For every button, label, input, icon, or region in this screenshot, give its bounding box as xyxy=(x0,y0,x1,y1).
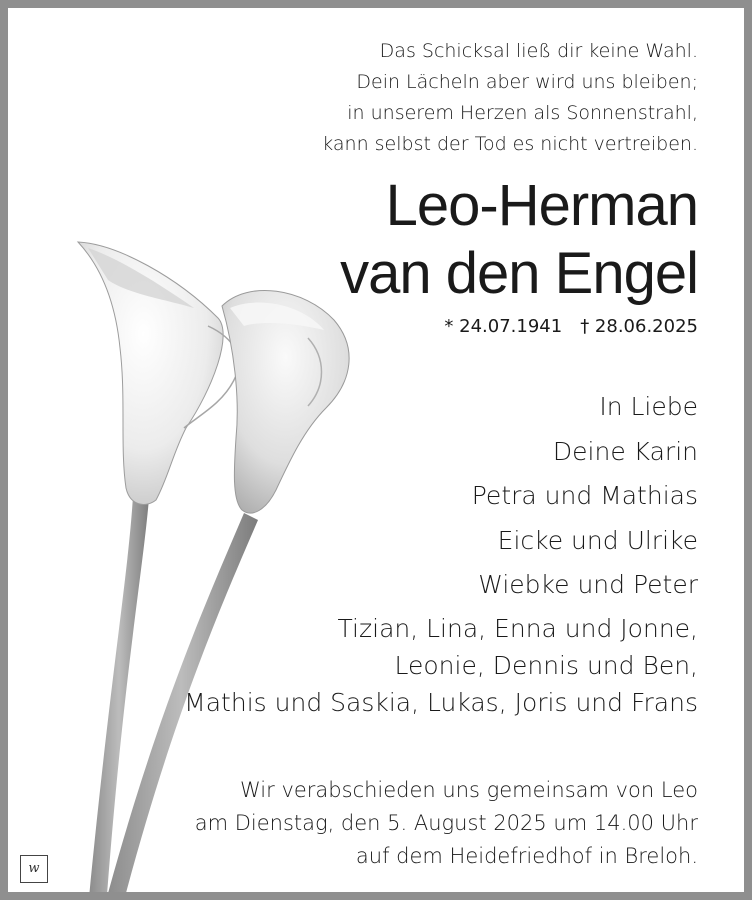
deceased-name-line2: van den Engel xyxy=(340,241,698,306)
death-date: † 28.06.2025 xyxy=(580,316,698,337)
life-dates xyxy=(444,314,698,340)
funeral-info xyxy=(195,774,698,873)
funeral-line: am Dienstag, den 5. August 2025 um 14.00 Uhr xyxy=(194,811,698,835)
mourner-line: In Liebe xyxy=(599,392,698,421)
poem-line: Das Schicksal ließ dir keine Wahl. xyxy=(379,40,698,62)
poem-line: in unserem Herzen als Sonnenstrahl, xyxy=(347,102,698,124)
publisher-logo: w xyxy=(20,855,48,883)
deceased-name-line1: Leo-Herman xyxy=(385,173,698,238)
poem xyxy=(322,36,698,160)
birth-date: * 24.07.1941 xyxy=(444,316,563,337)
mourner-line: Tizian, Lina, Enna und Jonne, xyxy=(337,613,698,643)
mourner-line: Deine Karin xyxy=(552,436,698,466)
mourner-line: Wiebke und Peter xyxy=(478,570,698,599)
funeral-line: auf dem Heidefriedhof in Breloh. xyxy=(355,844,698,868)
mourner-line: Leonie, Dennis und Ben, xyxy=(394,650,698,680)
mourner-line: Eicke und Ulrike xyxy=(497,525,698,555)
poem-line: Dein Lächeln aber wird uns bleiben; xyxy=(356,71,698,93)
mourners-list xyxy=(184,385,698,721)
mourner-line: Petra und Mathias xyxy=(471,481,698,510)
mourner-line: Mathis und Saskia, Lukas, Joris und Frans xyxy=(184,687,698,717)
poem-line: kann selbst der Tod es nicht vertreiben. xyxy=(322,133,698,155)
funeral-line: Wir verabschieden uns gemeinsam von Leo xyxy=(240,778,698,802)
